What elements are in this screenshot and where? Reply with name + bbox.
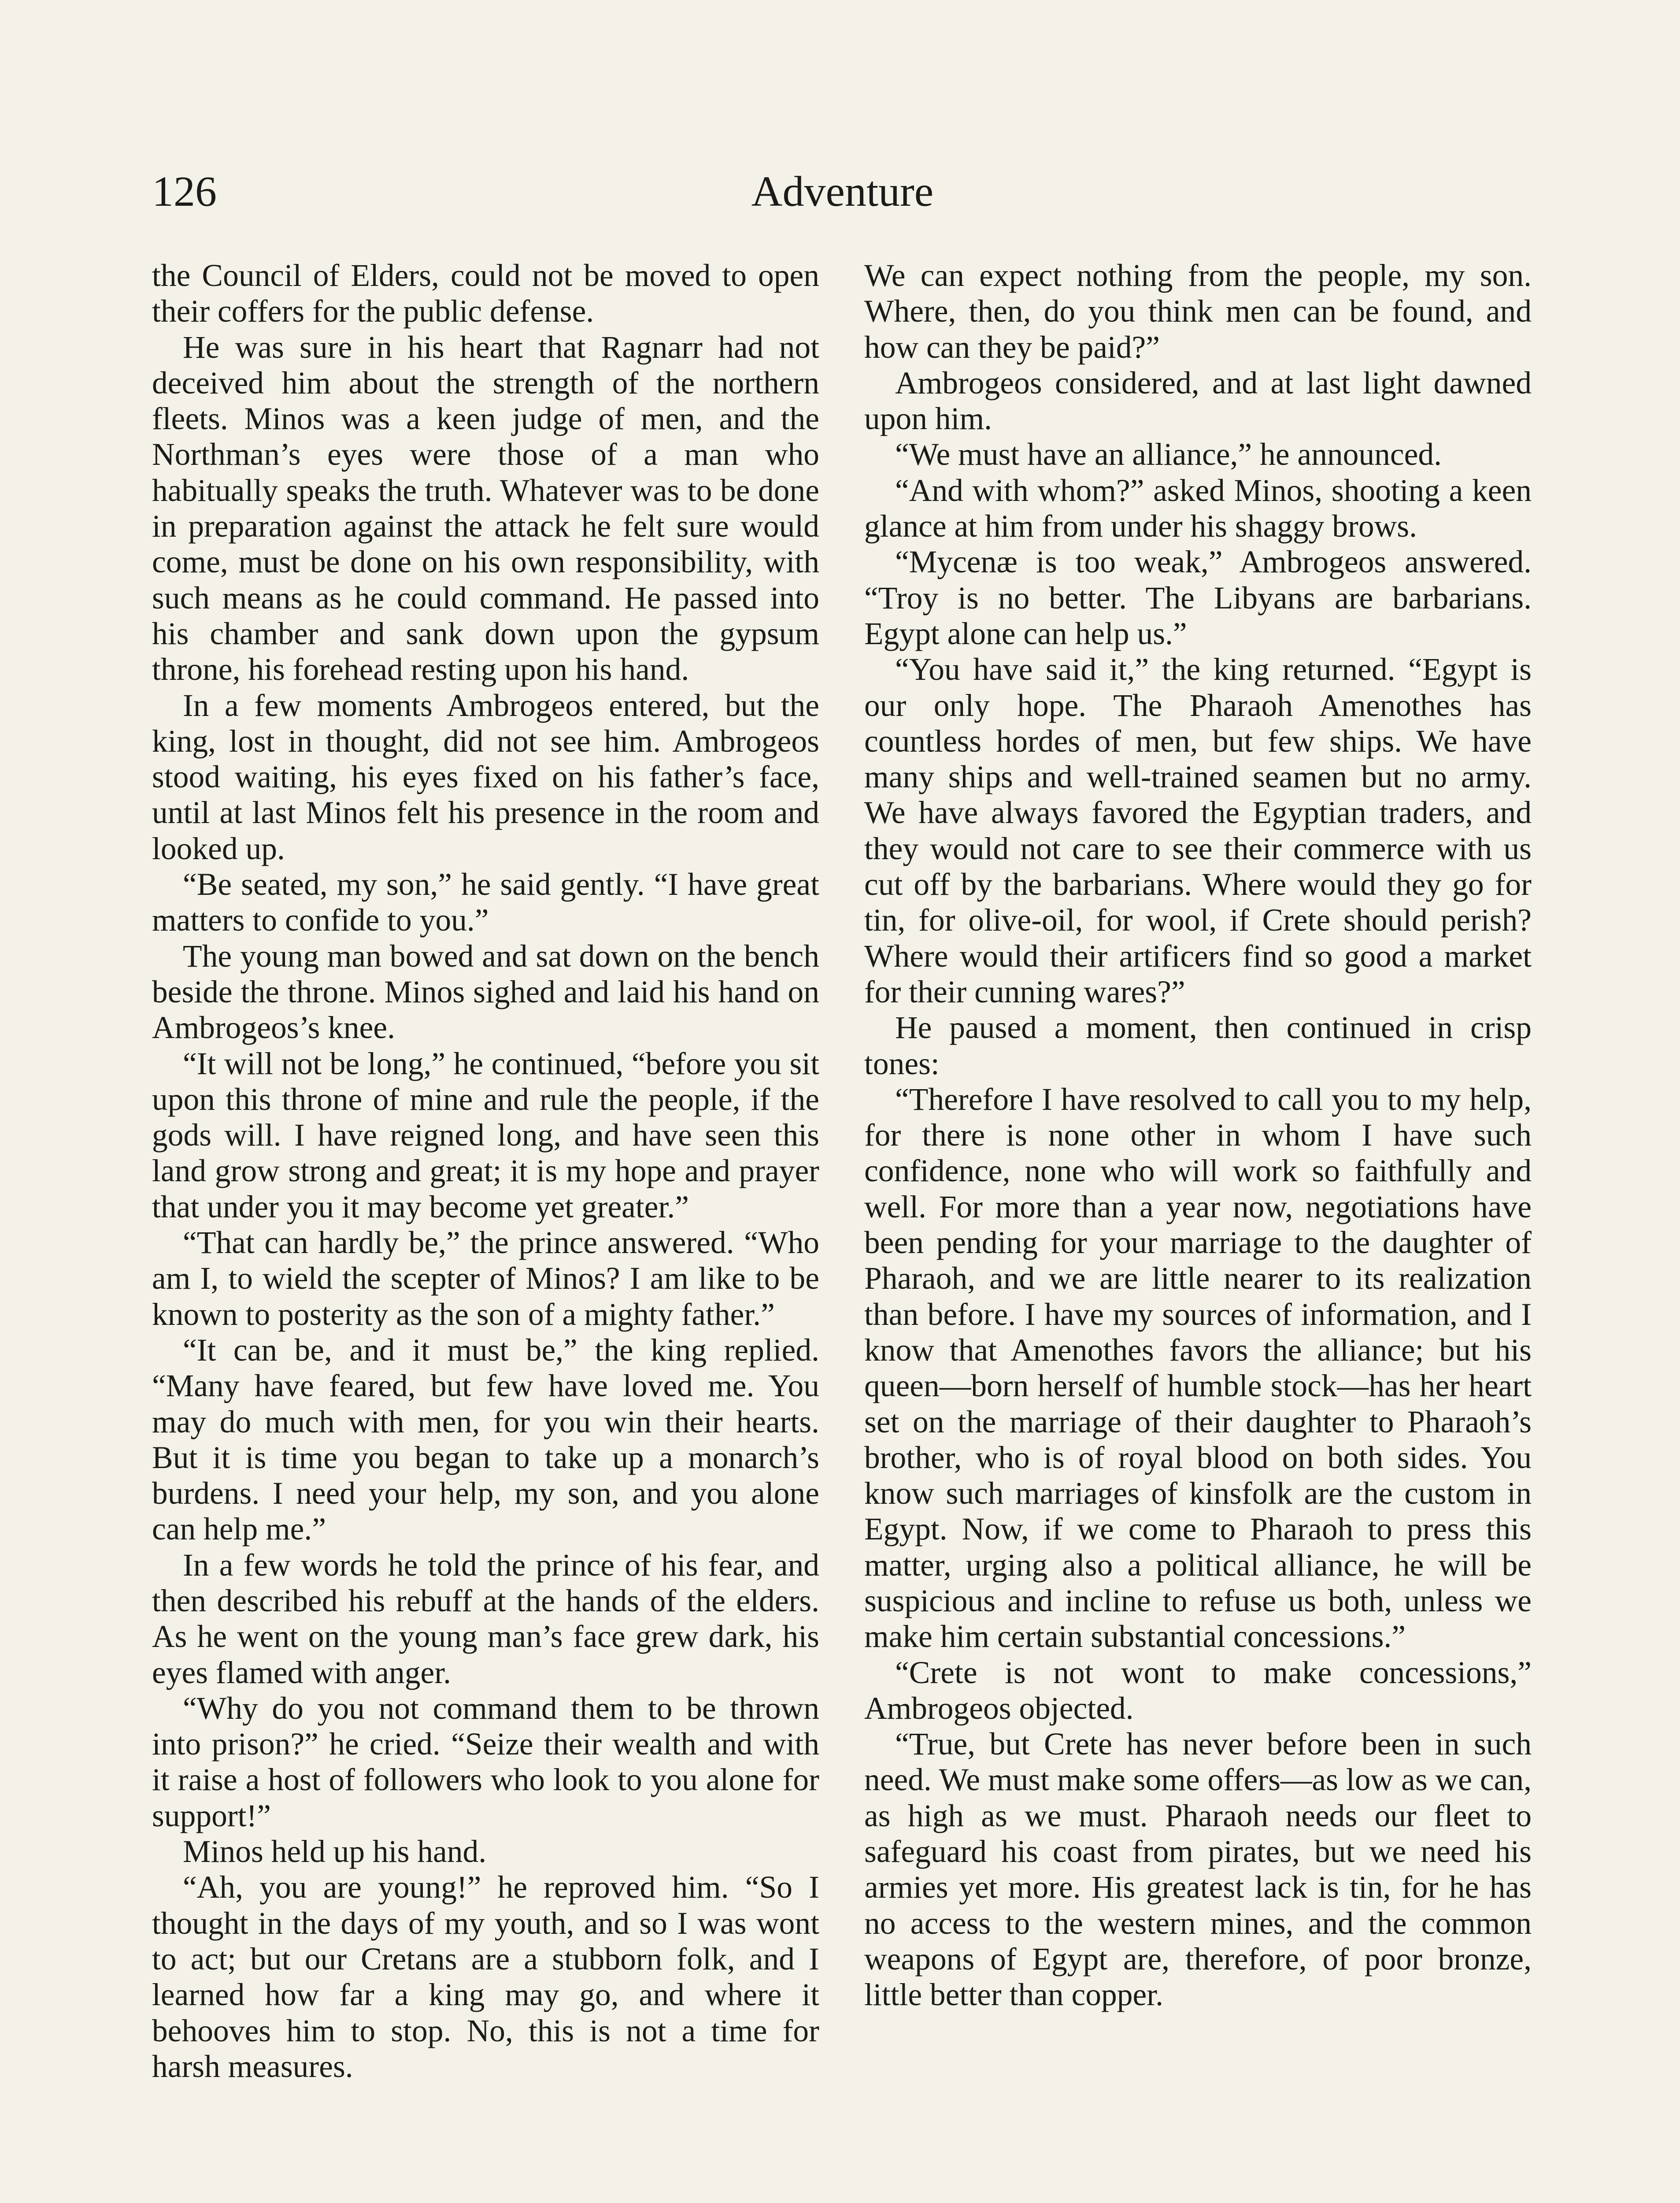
right-column [864, 258, 1532, 2013]
paragraph: “It can be, and it must be,” the king replied. “Many have feared, but few have loved me. You may do much with men, for you win their hearts. But it is time you began to take up a monarch’s burdens. I need your help, my son, and you alone can help me.” [152, 1332, 819, 1547]
paragraph: “And with whom?” asked Minos, shooting a keen glance at him from under his shaggy brows. [864, 473, 1532, 544]
paragraph: “We must have an alliance,” he announced. [895, 437, 1442, 472]
paragraph: “Ah, you are young!” he reproved him. “So I thought in the days of my youth, and so I was wont to act; but our Cretans are a stubborn folk, and I learned how far a king may go, and where it behooves him to stop. No, this is not a time for harsh measures. [152, 1870, 819, 2084]
page-number: 126 [152, 168, 217, 215]
paragraph: the Council of Elders, could not be moved to open their coffers for the public defense. [152, 258, 819, 329]
paragraph: “Mycenæ is too weak,” Ambrogeos answered. “Troy is no better. The Libyans are barbarians. Egypt alone can help us.” [864, 545, 1532, 651]
paragraph: Ambrogeos considered, and at last light dawned upon him. [864, 365, 1532, 437]
paragraph: He paused a moment, then continued in crisp tones: [864, 1010, 1532, 1081]
paragraph: “Be seated, my son,” he said gently. “I have great matters to confide to you.” [152, 867, 819, 938]
running-title: Adventure [751, 168, 934, 215]
paragraph: Minos held up his hand. [183, 1834, 487, 1869]
paragraph: We can expect nothing from the people, my son. Where, then, do you think men can be found, and how can they be paid?” [864, 258, 1532, 365]
paragraph: “Therefore I have resolved to call you to my help, for there is none other in whom I have such confidence, none who will work so faithfully and well. For more than a year now, negotiations have been pending for your marriage to the daughter of Pharaoh, and we are little nearer to its realization than before. I have my sources of information, and I know that Amenothes favors the alliance; but his queen—born herself of humble stock—has her heart set on the marriage of their daughter to Pharaoh’s brother, who is of royal blood on both sides. You know such marriages of kinsfolk are the custom in Egypt. Now, if we come to Pharaoh to press this matter, urging also a political alliance, he will be suspicious and incline to refuse us both, unless we make him certain substantial concessions.” [864, 1082, 1532, 1654]
paragraph: In a few words he told the prince of his fear, and then described his rebuff at the hands of the elders. As he went on the young man’s face grew dark, his eyes flamed with anger. [152, 1547, 819, 1690]
paragraph: “Crete is not wont to make concessions,” Ambrogeos objected. [864, 1655, 1532, 1726]
paragraph: He was sure in his heart that Ragnarr had not deceived him about the strength of the northern fleets. Minos was a keen judge of men, and the Northman’s eyes were those of a man who habitually speaks the truth. Whatever was to be done in preparation against the attack he felt sure would come, must be done on his own responsibility, with such means as he could command. He passed into his chamber and sank down upon the gypsum throne, his forehead resting upon his hand. [152, 330, 819, 687]
paragraph: “Why do you not command them to be thrown into prison?” he cried. “Seize their wealth and with it raise a host of followers who look to you alone for support!” [152, 1691, 819, 1833]
paragraph: “That can hardly be,” the prince answered. “Who am I, to wield the scepter of Minos? I am like to be known to posterity as the son of a mighty father.” [152, 1225, 819, 1332]
paragraph: “True, but Crete has never before been in such need. We must make some offers—as low as we can, as high as we must. Pharaoh needs our fleet to safeguard his coast from pirates, but we need his armies yet more. His greatest lack is tin, for he has no access to the western mines, and the common weapons of Egypt are, therefore, of poor bronze, little better than copper. [864, 1727, 1532, 2013]
paragraph: “You have said it,” the king returned. “Egypt is our only hope. The Pharaoh Amenothes has countless hordes of men, but few ships. We have many ships and well-trained seamen but no army. We have always favored the Egyptian traders, and they would not care to see their commerce with us cut off by the barbarians. Where would they go for tin, for olive-oil, for wool, if Crete should perish? Where would their artificers find so good a market for their cunning wares?” [864, 652, 1532, 1009]
paragraph: In a few moments Ambrogeos entered, but the king, lost in thought, did not see him. Ambrogeos stood waiting, his eyes fixed on his father’s face, until at last Minos felt his presence in the room and looked up. [152, 688, 819, 866]
page-header [152, 163, 1533, 220]
paragraph: “It will not be long,” he continued, “before you sit upon this throne of mine and rule the people, if the gods will. I have reigned long, and have seen this land grow strong and great; it is my hope and prayer that under you it may become yet greater.” [152, 1046, 819, 1224]
left-column [152, 258, 819, 2084]
paragraph: The young man bowed and sat down on the bench beside the throne. Minos sighed and laid his hand on Ambrogeos’s knee. [152, 938, 819, 1046]
